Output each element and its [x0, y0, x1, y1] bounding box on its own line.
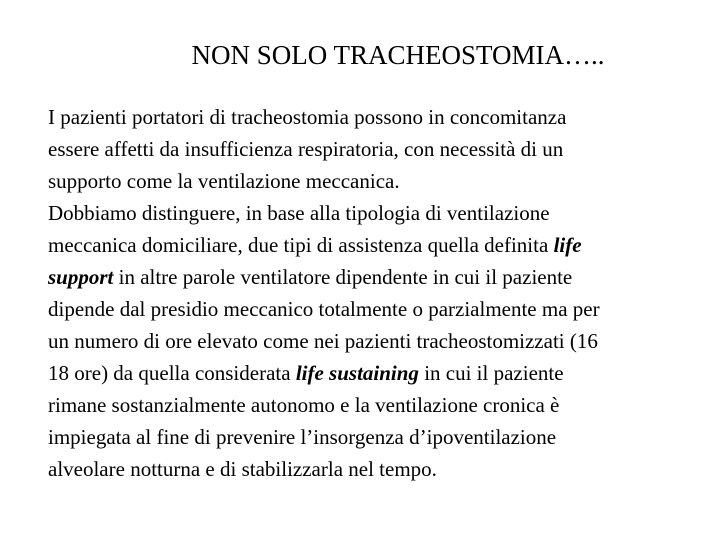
- body-text-segment: rimane sostanzialmente autonomo e la ventilazione cronica è: [48, 393, 560, 417]
- body-text-segment: 18 ore) da quella considerata: [48, 361, 296, 385]
- body-line: [48, 293, 698, 325]
- body-text-segment: impiegata al fine di prevenire l’insorgenza d’ipoventilazione: [48, 425, 557, 449]
- body-text-segment: essere affetti da insufficienza respiratoria, con necessità di un: [48, 137, 564, 161]
- body-text-segment: in cui il paziente: [418, 361, 564, 385]
- body-line: [48, 357, 698, 389]
- body-line: [48, 453, 698, 485]
- body-line: [48, 421, 698, 453]
- body-text-segment: in altre parole ventilatore dipendente in cui il paziente: [113, 265, 573, 289]
- body-line: [48, 197, 698, 229]
- emphasized-term: life: [553, 233, 582, 257]
- body-line: [48, 325, 698, 357]
- body-text-segment: un numero di ore elevato come nei pazienti tracheostomizzati (16: [48, 329, 598, 353]
- body-line: [48, 389, 698, 421]
- body-text-segment: Dobbiamo distinguere, in base alla tipologia di ventilazione: [48, 201, 550, 225]
- body-text-segment: alveolare notturna e di stabilizzarla nel tempo.: [48, 457, 437, 481]
- body-text-segment: supporto come la ventilazione meccanica.: [48, 169, 400, 193]
- body-text: [48, 101, 698, 485]
- slide-title: NON SOLO TRACHEOSTOMIA…..: [191, 40, 605, 70]
- body-line: [48, 165, 698, 197]
- body-text-segment: meccanica domiciliare, due tipi di assistenza quella definita: [48, 233, 554, 257]
- body-text-segment: I pazienti portatori di tracheostomia possono in concomitanza: [48, 105, 567, 129]
- body-line: [48, 101, 698, 133]
- body-line: [48, 133, 698, 165]
- body-text-segment: dipende dal presidio meccanico totalmente o parzialmente ma per: [48, 297, 600, 321]
- emphasized-term: life sustaining: [295, 361, 419, 385]
- body-line: [48, 261, 698, 293]
- emphasized-term: support: [48, 265, 114, 289]
- body-line: [48, 229, 698, 261]
